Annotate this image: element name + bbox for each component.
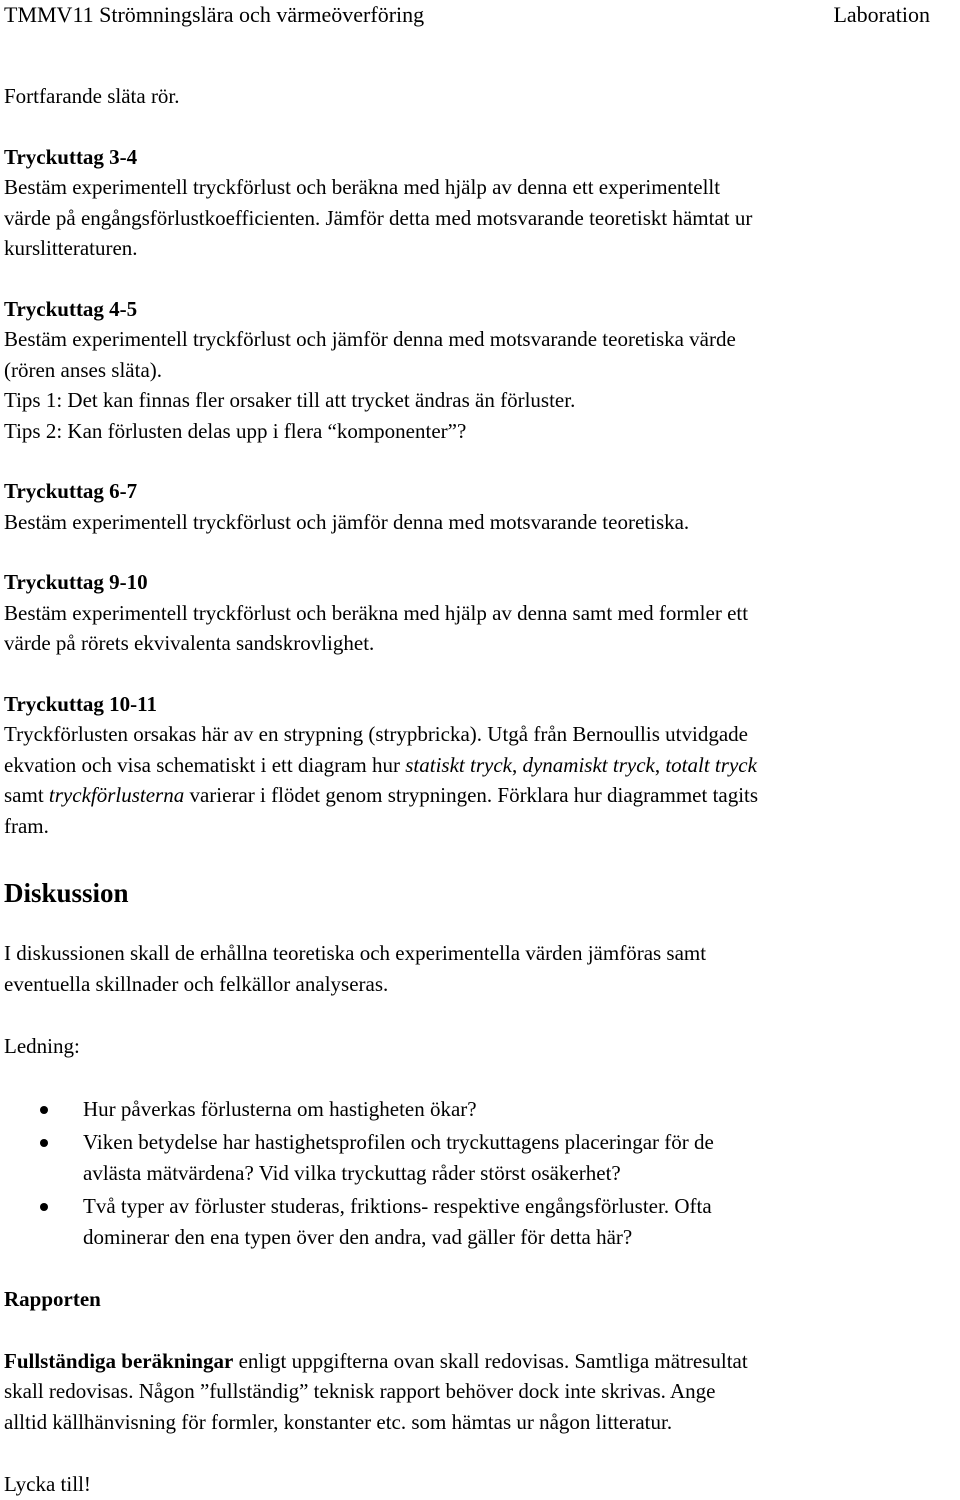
section-tryckuttag-10-11 [4, 689, 956, 842]
course-title: TMMV11 Strömningslära och värmeöverföring [4, 2, 425, 27]
section-line: Bestäm experimentell tryckförlust och beräkna med hjälp av denna samt med formler ett [4, 600, 749, 625]
section-heading: Tryckuttag 6-7 [4, 479, 138, 503]
discussion-heading: Diskussion [4, 878, 129, 908]
list-item [4, 1094, 956, 1125]
guidance-list [4, 1094, 956, 1253]
section-heading: Tryckuttag 3-4 [4, 144, 138, 169]
text-run: samt [4, 783, 49, 807]
section-heading: Tryckuttag 10-11 [4, 691, 158, 716]
section-tryckuttag-3-4 [4, 142, 956, 264]
list-item-text: dominerar den ena typen över den andra, vad gäller för detta här? [83, 1224, 633, 1249]
report-section [4, 1284, 956, 1437]
section-line: Bestäm experimentell tryckförlust och beräkna med hjälp av denna ett experimentellt [4, 175, 721, 199]
section-line [4, 780, 956, 811]
tip-line: Tips 2: Kan förlusten delas upp i flera “komponenter”? [4, 418, 467, 443]
report-heading: Rapporten [4, 1287, 101, 1311]
closing-text: Lycka till! [4, 1472, 91, 1496]
section-line: Bestäm experimentell tryckförlust och jämför denna med motsvarande teoretiska. [4, 509, 690, 534]
list-item-text: Viken betydelse har hastighetsprofilen och tryckuttagens placeringar för de [83, 1130, 714, 1154]
list-item-text: avlästa mätvärdena? Vid vilka tryckuttag råder störst osäkerhet? [83, 1160, 621, 1185]
section-line: Bestäm experimentell tryckförlust och jämför denna med motsvarande teoretiska värde [4, 327, 736, 351]
emphasis-pressure-losses: tryckförlusterna [48, 783, 185, 807]
section-line: värde på rörets ekvivalenta sandskrovlighet. [4, 631, 375, 655]
list-item [4, 1127, 956, 1188]
discussion-line: I diskussionen skall de erhållna teoretiska och experimentella värden jämföras samt [4, 941, 707, 965]
emphasis-total-pressure: totalt tryck [665, 752, 757, 777]
emphasis-static-pressure: statiskt tryck [405, 752, 512, 777]
tip-line: Tips 1: Det kan finnas fler orsaker till att trycket ändras än förluster. [4, 388, 576, 412]
list-item [4, 1191, 956, 1252]
section-line: värde på engångsförlustkoefficienten. Jämför detta med motsvarande teoretiskt hämtat ur [4, 205, 753, 230]
section-heading: Tryckuttag 4-5 [4, 296, 138, 321]
section-tryckuttag-9-10 [4, 567, 956, 659]
document-page [4, 0, 956, 1500]
section-line: kurslitteraturen. [4, 236, 138, 260]
page-header [4, 0, 956, 30]
report-line: skall redovisas. Någon ”fullständig” teknisk rapport behöver dock inte skrivas. Ange [4, 1379, 716, 1403]
section-line: Tryckförlusten orsakas här av en strypning (strypbricka). Utgå från Bernoullis utvidgade [4, 722, 748, 746]
report-line: alltid källhänvisning för formler, konstanter etc. som hämtas ur någon litteratur. [4, 1409, 673, 1434]
intro-text: Fortfarande släta rör. [4, 84, 180, 108]
list-item-text: Hur påverkas förlusterna om hastigheten ökar? [83, 1096, 477, 1121]
section-tryckuttag-4-5 [4, 294, 956, 447]
list-item-text: Två typer av förluster studeras, friktions- respektive engångsförluster. Ofta [83, 1194, 712, 1218]
report-line [4, 1346, 956, 1377]
guidance-label: Ledning: [4, 1034, 80, 1058]
section-heading: Tryckuttag 9-10 [4, 570, 148, 594]
text-run: varierar i flödet genom strypningen. Förklara hur diagrammet tagits [184, 783, 759, 807]
discussion-section [4, 875, 956, 1252]
section-tryckuttag-6-7 [4, 476, 956, 537]
discussion-line: eventuella skillnader och felkällor analyseras. [4, 971, 389, 996]
section-line: (rören anses släta). [4, 357, 163, 382]
text-run: , [511, 752, 523, 777]
section-line [4, 750, 956, 781]
text-run: enligt uppgifterna ovan skall redovisas. Samtliga mätresultat [233, 1348, 748, 1373]
emphasis-dynamic-pressure: dynamiskt tryck [522, 752, 655, 777]
section-line: fram. [4, 813, 49, 838]
text-run: ekvation och visa schematiskt i ett diagram hur [4, 752, 406, 777]
text-run: , [654, 752, 666, 777]
document-type: Laboration [833, 2, 930, 27]
report-emphasis: Fullständiga beräkningar [4, 1348, 234, 1373]
